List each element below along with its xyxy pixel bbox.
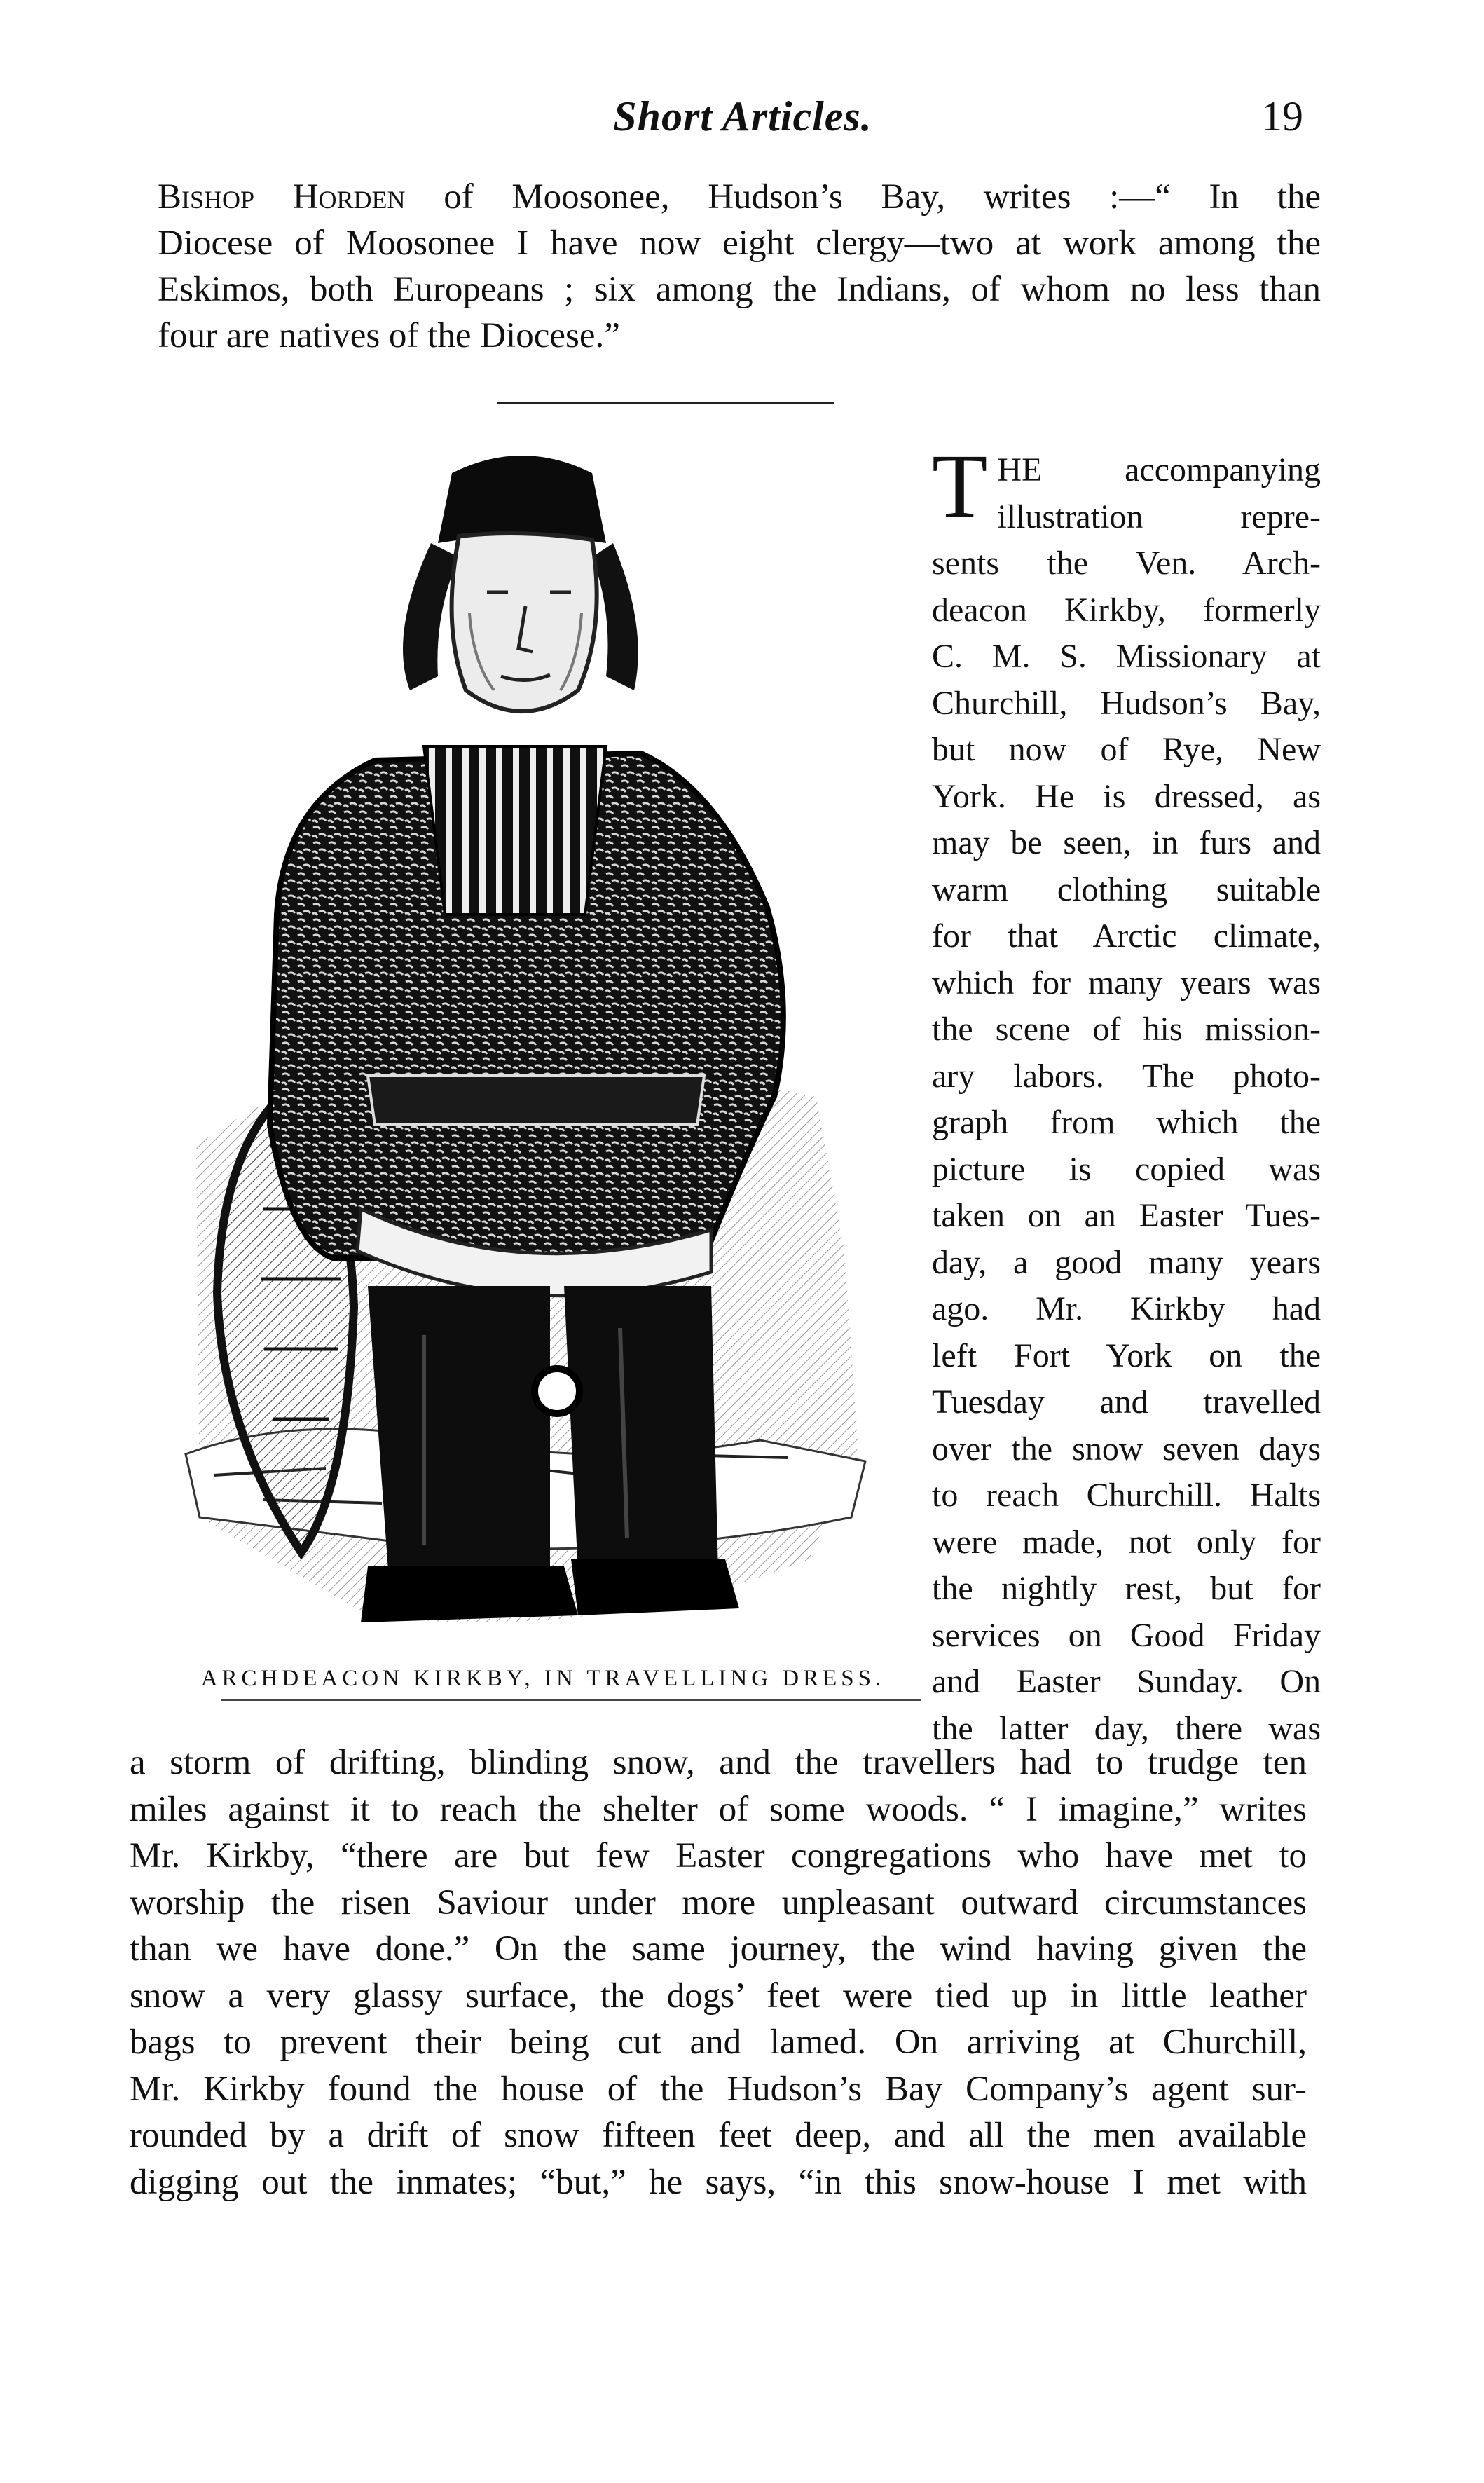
bishop-name: Bishop Horden: [158, 177, 406, 217]
paragraph-line: Bishop Horden of Moosonee, Hudson’s Bay, writes :—“ In the: [158, 177, 1321, 217]
article-line: a storm of drifting, blinding snow, and the travellers had to trudge ten: [130, 1743, 1307, 1782]
article-line: the scene of his mission-: [932, 1011, 1321, 1048]
article-line: sents the Ven. Arch-: [932, 545, 1321, 582]
illustration: [158, 424, 928, 1728]
article-line: Tuesday and travelled: [932, 1383, 1321, 1421]
article-line: which for many years was: [932, 964, 1321, 1001]
article-line: HE accompanying: [997, 451, 1321, 488]
coat-stripes: [424, 746, 606, 915]
article-full-width: [130, 1739, 1307, 2205]
running-title: Short Articles.: [613, 93, 872, 139]
hat: [438, 456, 606, 543]
article-line: Churchill, Hudson’s Bay,: [932, 684, 1321, 722]
article-line: bags to prevent their being cut and lamed. On arriving at Churchill,: [130, 2023, 1307, 2062]
article-line: deacon Kirkby, formerly: [932, 591, 1321, 629]
article-line: Mr. Kirkby, “there are but few Easter congregations who have met to: [130, 1836, 1307, 1875]
article-line: York. He is dressed, as: [932, 777, 1321, 815]
caption-underline: [221, 1699, 921, 1701]
article-line: rounded by a drift of snow fifteen feet deep, and all the men available: [130, 2116, 1307, 2155]
article-line: graph from which the: [932, 1104, 1321, 1141]
article-line: than we have done.” On the same journey, the wind having given the: [130, 1929, 1307, 1969]
paragraph-line: four are natives of the Diocese.”: [158, 316, 620, 355]
article-line: snow a very glassy surface, the dogs’ feet were tied up in little leather: [130, 1976, 1307, 2016]
article-line: illustration repre-: [997, 498, 1321, 535]
article-line: ago. Mr. Kirkby had: [932, 1290, 1321, 1327]
article-line: for that Arctic climate,: [932, 917, 1321, 955]
trousers: [368, 1286, 718, 1580]
archdeacon-engraving: [158, 424, 928, 1657]
belt: [368, 1076, 704, 1125]
mitten: [535, 1369, 579, 1414]
article-line: were made, not only for: [932, 1523, 1321, 1561]
page-header: [0, 93, 1484, 156]
page-number: 19: [1261, 93, 1303, 139]
article-line: picture is copied was: [932, 1150, 1321, 1188]
article-line: over the snow seven days: [932, 1430, 1321, 1468]
article-line: services on Good Friday: [932, 1616, 1321, 1654]
drop-cap: T: [932, 436, 988, 537]
article-line: but now of Rye, New: [932, 731, 1321, 768]
article-line: C. M. S. Missionary at: [932, 638, 1321, 675]
bishop-horden-paragraph: [158, 174, 1321, 359]
article-line: worship the risen Saviour under more unpleasant outward circumstances: [130, 1882, 1307, 1922]
article-line: the nightly rest, but for: [932, 1570, 1321, 1607]
section-divider: [497, 402, 834, 404]
article-line: warm clothing suitable: [932, 870, 1321, 908]
paragraph-line: Diocese of Moosonee I have now eight clergy—two at work among the: [158, 224, 1321, 263]
article-line: ary labors. The photo-: [932, 1057, 1321, 1095]
paragraph-line: Eskimos, both Europeans ; six among the Indians, of whom no less than: [158, 270, 1321, 309]
article-line: the latter day, there was: [932, 1709, 1321, 1747]
article-line: miles against it to reach the shelter of some woods. “ I imagine,” writes: [130, 1789, 1307, 1829]
article-line: day, a good many years: [932, 1243, 1321, 1281]
article-side-column: [932, 436, 1321, 1752]
article-line: left Fort York on the: [932, 1336, 1321, 1374]
article-line: Mr. Kirkby found the house of the Hudson’s Bay Company’s agent sur-: [130, 2069, 1307, 2109]
boots: [361, 1559, 739, 1622]
article-line: may be seen, in furs and: [932, 824, 1321, 861]
article-line: digging out the inmates; “but,” he says, “in this snow-house I met with: [130, 2162, 1307, 2202]
illustration-caption: ARCHDEACON KIRKBY, IN TRAVELLING DRESS.: [200, 1666, 886, 1691]
article-line: taken on an Easter Tues-: [932, 1197, 1321, 1234]
article-line: and Easter Sunday. On: [932, 1663, 1321, 1700]
article-line: to reach Churchill. Halts: [932, 1477, 1321, 1514]
